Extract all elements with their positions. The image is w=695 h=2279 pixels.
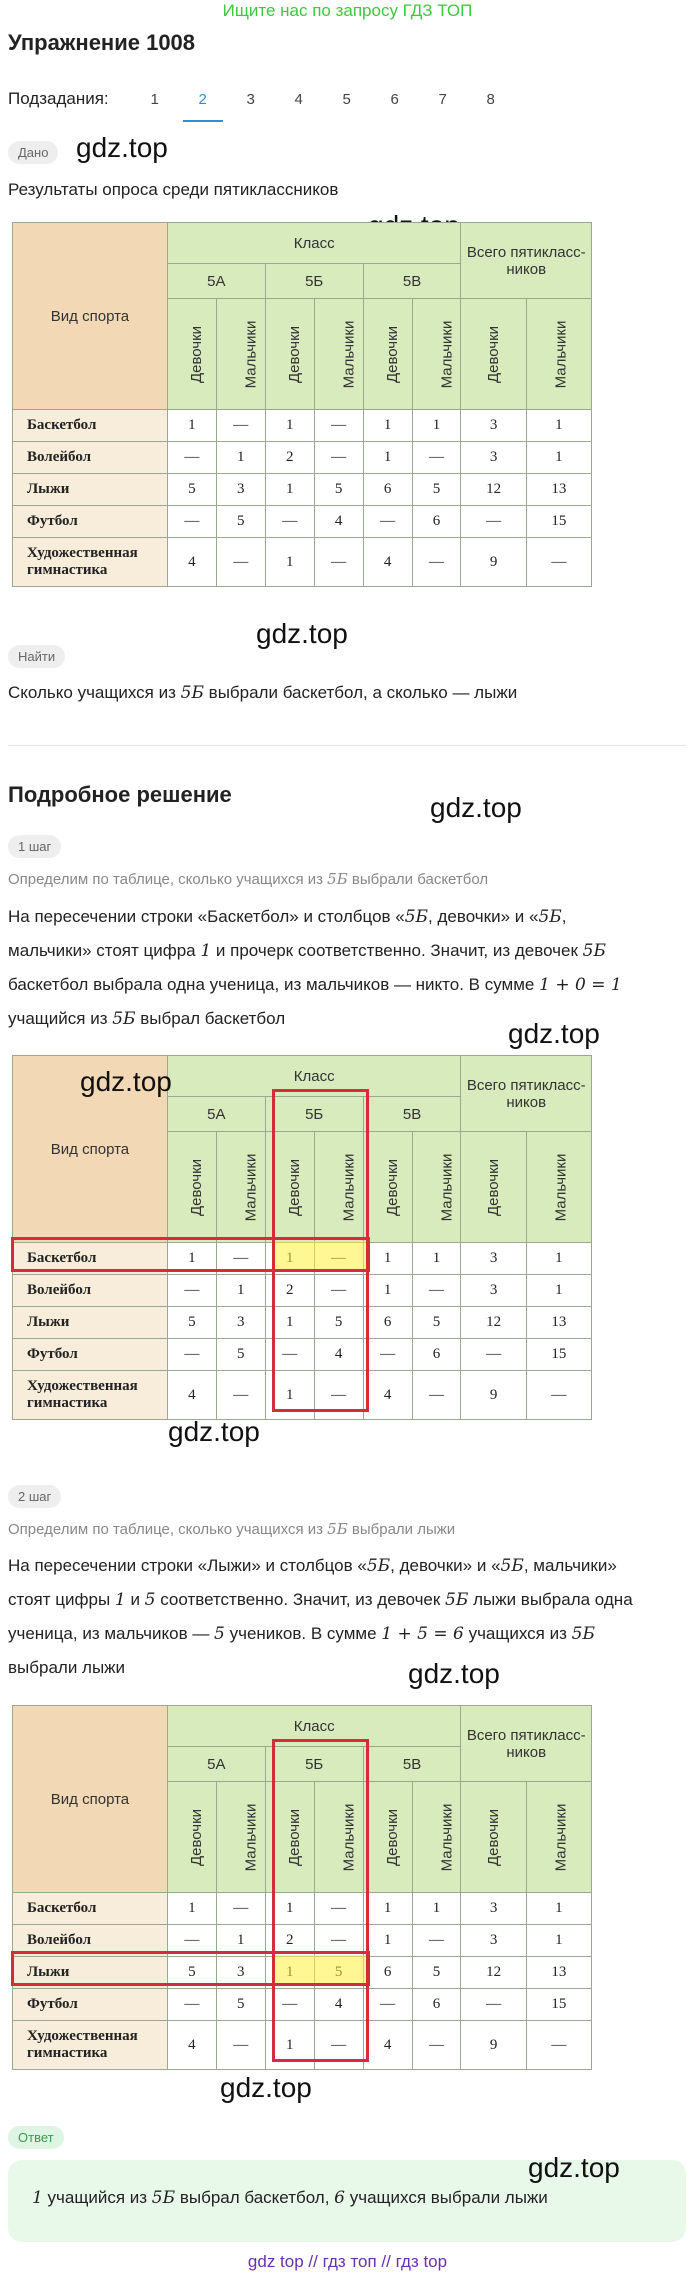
find-badge: Найти xyxy=(8,645,65,668)
table-class-5v: 5В xyxy=(363,264,461,299)
given-text: Результаты опроса среди пятиклассников xyxy=(8,180,339,199)
row-label: Художественная гимнастика xyxy=(13,2021,168,2070)
subtasks-nav xyxy=(8,84,515,114)
step1-intro: Определим по таблице, сколько учащихся из 5Б выбрали баскетбол xyxy=(8,870,489,888)
table-cell: — xyxy=(363,506,412,538)
table-cell: 2 xyxy=(265,1925,314,1957)
table-cell: 1 xyxy=(167,1893,216,1925)
table-cell: — xyxy=(216,1243,265,1275)
table-cell: — xyxy=(314,1371,363,1420)
table-cell: — xyxy=(314,2021,363,2070)
table-cell: 1 xyxy=(265,538,314,587)
table-girls-header: Девочки xyxy=(285,1808,303,1866)
table-cell: 9 xyxy=(461,1371,526,1420)
subtask-tab-7[interactable]: 7 xyxy=(438,90,447,108)
subtask-tab-6[interactable]: 6 xyxy=(390,90,399,108)
table-cell: 6 xyxy=(412,506,461,538)
table-cell: 15 xyxy=(526,506,591,538)
table-cell: — xyxy=(526,1371,591,1420)
row-label: Волейбол xyxy=(13,1275,168,1307)
table-boys-header: Мальчики xyxy=(242,1803,260,1871)
table-cell: 4 xyxy=(314,1989,363,2021)
step1-paragraph: На пересечении строки «Баскетбол» и столбцов «5Б, девочки» и «5Б, мальчики» стоят цифра 1 и прочерк соответственно. Значит, из девочек 5Б баскетбол выбрала одна ученица, из мальчиков — никто. В сумме 1 + 0 = 1 учащийся из 5Б выбрал баскетбол xyxy=(8,907,622,1029)
table-girls-header: Девочки xyxy=(485,1158,503,1216)
table-cell: 5 xyxy=(167,1307,216,1339)
table-cell: — xyxy=(314,1893,363,1925)
table-cell: 9 xyxy=(461,538,526,587)
table-girls-header: Девочки xyxy=(383,1808,401,1866)
table-cell: 3 xyxy=(461,442,526,474)
row-label: Футбол xyxy=(13,506,168,538)
table-girls-header: Девочки xyxy=(187,325,205,383)
table-cell: 1 xyxy=(265,474,314,506)
table-cell: 3 xyxy=(216,1957,265,1989)
table-boys-header: Мальчики xyxy=(437,1153,455,1221)
row-highlight-basketball xyxy=(11,1237,370,1272)
table-cell: — xyxy=(461,1339,526,1371)
table-cell: 6 xyxy=(412,1339,461,1371)
table-cell: 12 xyxy=(461,1957,526,1989)
table-cell: 1 xyxy=(526,1893,591,1925)
table-cell: 1 xyxy=(412,410,461,442)
step2-intro: Определим по таблице, сколько учащихся из 5Б выбрали лыжи xyxy=(8,1520,456,1538)
table-cell: 5 xyxy=(167,474,216,506)
divider xyxy=(8,745,686,746)
subtask-tab-5[interactable]: 5 xyxy=(342,90,351,108)
watermark: gdz.top xyxy=(256,618,348,649)
row-label: Волейбол xyxy=(13,442,168,474)
answer-text: 1 учащийся из 5Б выбрал баскетбол, 6 учащихся выбрали лыжи xyxy=(32,2188,548,2208)
row-label: Художественная гимнастика xyxy=(13,538,168,587)
subtask-tab-4[interactable]: 4 xyxy=(294,90,303,108)
table-cell: — xyxy=(216,410,265,442)
table-cell: 9 xyxy=(461,2021,526,2070)
table-cell: — xyxy=(167,1275,216,1307)
footer-links[interactable]: gdz top // гдз топ // гдз top xyxy=(247,2252,448,2271)
table-girls-header: Девочки xyxy=(485,325,503,383)
table-cell: — xyxy=(412,538,461,587)
table-row xyxy=(13,442,592,474)
row-label: Лыжи xyxy=(13,1307,168,1339)
table-cell: 5 xyxy=(412,474,461,506)
table-cell: 3 xyxy=(461,1243,526,1275)
table-cell: — xyxy=(167,442,216,474)
table-cell: 1 xyxy=(526,1925,591,1957)
table-cell: — xyxy=(314,442,363,474)
table-girls-header: Девочки xyxy=(485,1808,503,1866)
find-text: Сколько учащихся из 5Б выбрали баскетбол, а сколько — лыжи xyxy=(8,683,518,703)
table-boys-header: Мальчики xyxy=(242,1153,260,1221)
table-cell: — xyxy=(412,2021,461,2070)
table-boys-header: Мальчики xyxy=(340,1803,358,1871)
row-label: Баскетбол xyxy=(13,410,168,442)
watermark: gdz.top xyxy=(508,1018,600,1049)
table-cell: 15 xyxy=(526,1339,591,1371)
table-row xyxy=(13,538,592,587)
table-cell: 12 xyxy=(461,1307,526,1339)
table-class-5b: 5Б xyxy=(265,264,363,299)
table-cell: 1 xyxy=(363,442,412,474)
table-class-5a: 5А xyxy=(167,1097,265,1132)
row-label: Баскетбол xyxy=(13,1243,168,1275)
table-cell: — xyxy=(167,1339,216,1371)
watermark: gdz.top xyxy=(220,2072,312,2103)
table-boys-header: Мальчики xyxy=(552,1153,570,1221)
row-label: Футбол xyxy=(13,1339,168,1371)
table-cell: 2 xyxy=(265,442,314,474)
table-cell: — xyxy=(363,1339,412,1371)
subtask-tab-3[interactable]: 3 xyxy=(246,90,255,108)
table-cell: — xyxy=(167,1989,216,2021)
table-class-5v: 5В xyxy=(363,1747,461,1782)
table-total-header: Всего пятикласс-ников xyxy=(461,1056,592,1132)
row-label: Футбол xyxy=(13,1989,168,2021)
table-cell: 1 xyxy=(216,1275,265,1307)
table-cell: 1 xyxy=(412,1893,461,1925)
step2-badge: 2 шаг xyxy=(8,1485,61,1508)
watermark: gdz.top xyxy=(408,1658,500,1689)
table-cell: 1 xyxy=(526,1243,591,1275)
column-highlight-5b xyxy=(272,1739,369,2062)
subtask-tab-2[interactable]: 2 xyxy=(179,91,227,108)
table-cell: 1 xyxy=(526,410,591,442)
table-girls-header: Девочки xyxy=(285,1158,303,1216)
table-cell: 1 xyxy=(265,1893,314,1925)
table-cell: 4 xyxy=(314,1339,363,1371)
table-girls-header: Девочки xyxy=(187,1158,205,1216)
subtask-tab-1[interactable]: 1 xyxy=(150,90,159,108)
table-cell: — xyxy=(363,1989,412,2021)
table-cell: 1 xyxy=(363,1925,412,1957)
table-cell: 5 xyxy=(167,1957,216,1989)
table-class-header: Класс xyxy=(167,1706,461,1747)
table-cell: 4 xyxy=(167,538,216,587)
table-class-5b: 5Б xyxy=(265,1747,363,1782)
table-cell: — xyxy=(314,538,363,587)
table-cell: — xyxy=(526,2021,591,2070)
row-label: Баскетбол xyxy=(13,1893,168,1925)
table-cell: — xyxy=(412,1925,461,1957)
table-cell: — xyxy=(412,1371,461,1420)
watermark: gdz.top xyxy=(168,1416,260,1447)
solution-heading: Подробное решение xyxy=(8,782,232,807)
table-cell: — xyxy=(216,2021,265,2070)
table-girls-header: Девочки xyxy=(187,1808,205,1866)
table-cell: 4 xyxy=(363,538,412,587)
table-cell: — xyxy=(314,1275,363,1307)
table-cell: — xyxy=(526,538,591,587)
table-cell: 1 xyxy=(216,442,265,474)
table-cell: 5 xyxy=(314,1307,363,1339)
table-boys-header: Мальчики xyxy=(437,1803,455,1871)
table-cell: — xyxy=(461,1989,526,2021)
table-girls-header: Девочки xyxy=(383,325,401,383)
table-cell: 1 xyxy=(265,1371,314,1420)
table-cell: 5 xyxy=(216,1339,265,1371)
table-cell: — xyxy=(265,1989,314,2021)
table-boys-header: Мальчики xyxy=(340,1153,358,1221)
table-cell: 5 xyxy=(314,474,363,506)
table-class-5v: 5В xyxy=(363,1097,461,1132)
table-cell: 4 xyxy=(167,1371,216,1420)
table-cell: 13 xyxy=(526,1957,591,1989)
table-cell: 5 xyxy=(412,1307,461,1339)
table-girls-header: Девочки xyxy=(383,1158,401,1216)
table-class-header: Класс xyxy=(167,223,461,264)
table-cell: 1 xyxy=(167,1243,216,1275)
table-class-5a: 5А xyxy=(167,264,265,299)
table-cell: 1 xyxy=(167,410,216,442)
table-cell: 6 xyxy=(363,1307,412,1339)
table-class-header: Класс xyxy=(167,1056,461,1097)
table-cell: 6 xyxy=(412,1989,461,2021)
table-cell: — xyxy=(216,1371,265,1420)
table-cell: 13 xyxy=(526,474,591,506)
watermark: gdz.top xyxy=(528,2152,620,2183)
table-cell: 1 xyxy=(363,1893,412,1925)
table-boys-header: Мальчики xyxy=(340,320,358,388)
table-cell: 3 xyxy=(461,410,526,442)
table-corner: Вид спорта xyxy=(13,223,168,410)
table-cell: 1 xyxy=(363,1243,412,1275)
table-cell: 4 xyxy=(314,506,363,538)
row-label: Лыжи xyxy=(13,1957,168,1989)
table-cell: 4 xyxy=(363,1371,412,1420)
table-cell: 3 xyxy=(461,1275,526,1307)
table-boys-header: Мальчики xyxy=(242,320,260,388)
table-total-header: Всего пятикласс-ников xyxy=(461,1706,592,1782)
table-total-header: Всего пятикласс-ников xyxy=(461,223,592,299)
table-cell: — xyxy=(216,538,265,587)
table-cell: 1 xyxy=(412,1243,461,1275)
table-boys-header: Мальчики xyxy=(437,320,455,388)
table-cell: — xyxy=(265,1339,314,1371)
table-cell: 15 xyxy=(526,1989,591,2021)
table-cell: 5 xyxy=(412,1957,461,1989)
row-highlight-ski xyxy=(11,1951,370,1986)
table-class-5a: 5А xyxy=(167,1747,265,1782)
table-cell: 1 xyxy=(216,1925,265,1957)
given-badge: Дано xyxy=(8,141,58,164)
table-boys-header: Мальчики xyxy=(552,320,570,388)
table-boys-header: Мальчики xyxy=(552,1803,570,1871)
table-cell: 6 xyxy=(363,474,412,506)
watermark: gdz.top xyxy=(80,1066,172,1097)
table-cell: — xyxy=(167,506,216,538)
table-cell: 3 xyxy=(461,1893,526,1925)
table-row xyxy=(13,506,592,538)
table-cell: 12 xyxy=(461,474,526,506)
watermark: gdz.top xyxy=(430,792,522,823)
table-row xyxy=(13,474,592,506)
table-cell: 2 xyxy=(265,1275,314,1307)
table-cell: 5 xyxy=(216,1989,265,2021)
table-cell: 3 xyxy=(216,474,265,506)
table-corner: Вид спорта xyxy=(13,1056,168,1243)
table-cell: 1 xyxy=(265,2021,314,2070)
table-class-5b: 5Б xyxy=(265,1097,363,1132)
table-cell: 5 xyxy=(216,506,265,538)
row-label: Художественная гимнастика xyxy=(13,1371,168,1420)
table-cell: — xyxy=(461,506,526,538)
table-cell: — xyxy=(314,410,363,442)
table-cell: 1 xyxy=(526,1275,591,1307)
table-cell: — xyxy=(412,442,461,474)
row-label: Лыжи xyxy=(13,474,168,506)
step2-paragraph: На пересечении строки «Лыжи» и столбцов «5Б, девочки» и «5Б, мальчики» стоят цифры 1 и 5 соответственно. Значит, из девочек 5Б лыжи выбрала одна ученица, из мальчиков — 5 учеников. В сумме 1 + 5 = 6 учащихся из 5Б выбрали лыжи xyxy=(8,1556,633,1677)
table-cell: 4 xyxy=(363,2021,412,2070)
step1-badge: 1 шаг xyxy=(8,835,61,858)
subtask-tab-8[interactable]: 8 xyxy=(486,90,495,108)
table-cell: 1 xyxy=(265,410,314,442)
top-banner[interactable]: Ищите нас по запросу ГДЗ ТОП xyxy=(222,1,473,20)
table-girls-header: Девочки xyxy=(285,325,303,383)
table-cell: 1 xyxy=(526,442,591,474)
subtasks-label: Подзадания: xyxy=(8,89,109,108)
row-label: Волейбол xyxy=(13,1925,168,1957)
watermark: gdz.top xyxy=(76,132,168,163)
table-cell: 1 xyxy=(265,1307,314,1339)
table-corner: Вид спорта xyxy=(13,1706,168,1893)
table-cell: 3 xyxy=(461,1925,526,1957)
table-cell: — xyxy=(265,506,314,538)
table-row xyxy=(13,410,592,442)
table-cell: — xyxy=(314,1925,363,1957)
table-cell: 4 xyxy=(167,2021,216,2070)
table-cell: — xyxy=(216,1893,265,1925)
table-cell: — xyxy=(412,1275,461,1307)
table-cell: 1 xyxy=(363,410,412,442)
table-cell: 13 xyxy=(526,1307,591,1339)
page-title: Упражнение 1008 xyxy=(8,30,196,55)
table-cell: 3 xyxy=(216,1307,265,1339)
table-cell: 6 xyxy=(363,1957,412,1989)
answer-badge: Ответ xyxy=(8,2126,64,2149)
table-cell: 1 xyxy=(363,1275,412,1307)
sports-table xyxy=(12,222,592,587)
table-cell: — xyxy=(167,1925,216,1957)
